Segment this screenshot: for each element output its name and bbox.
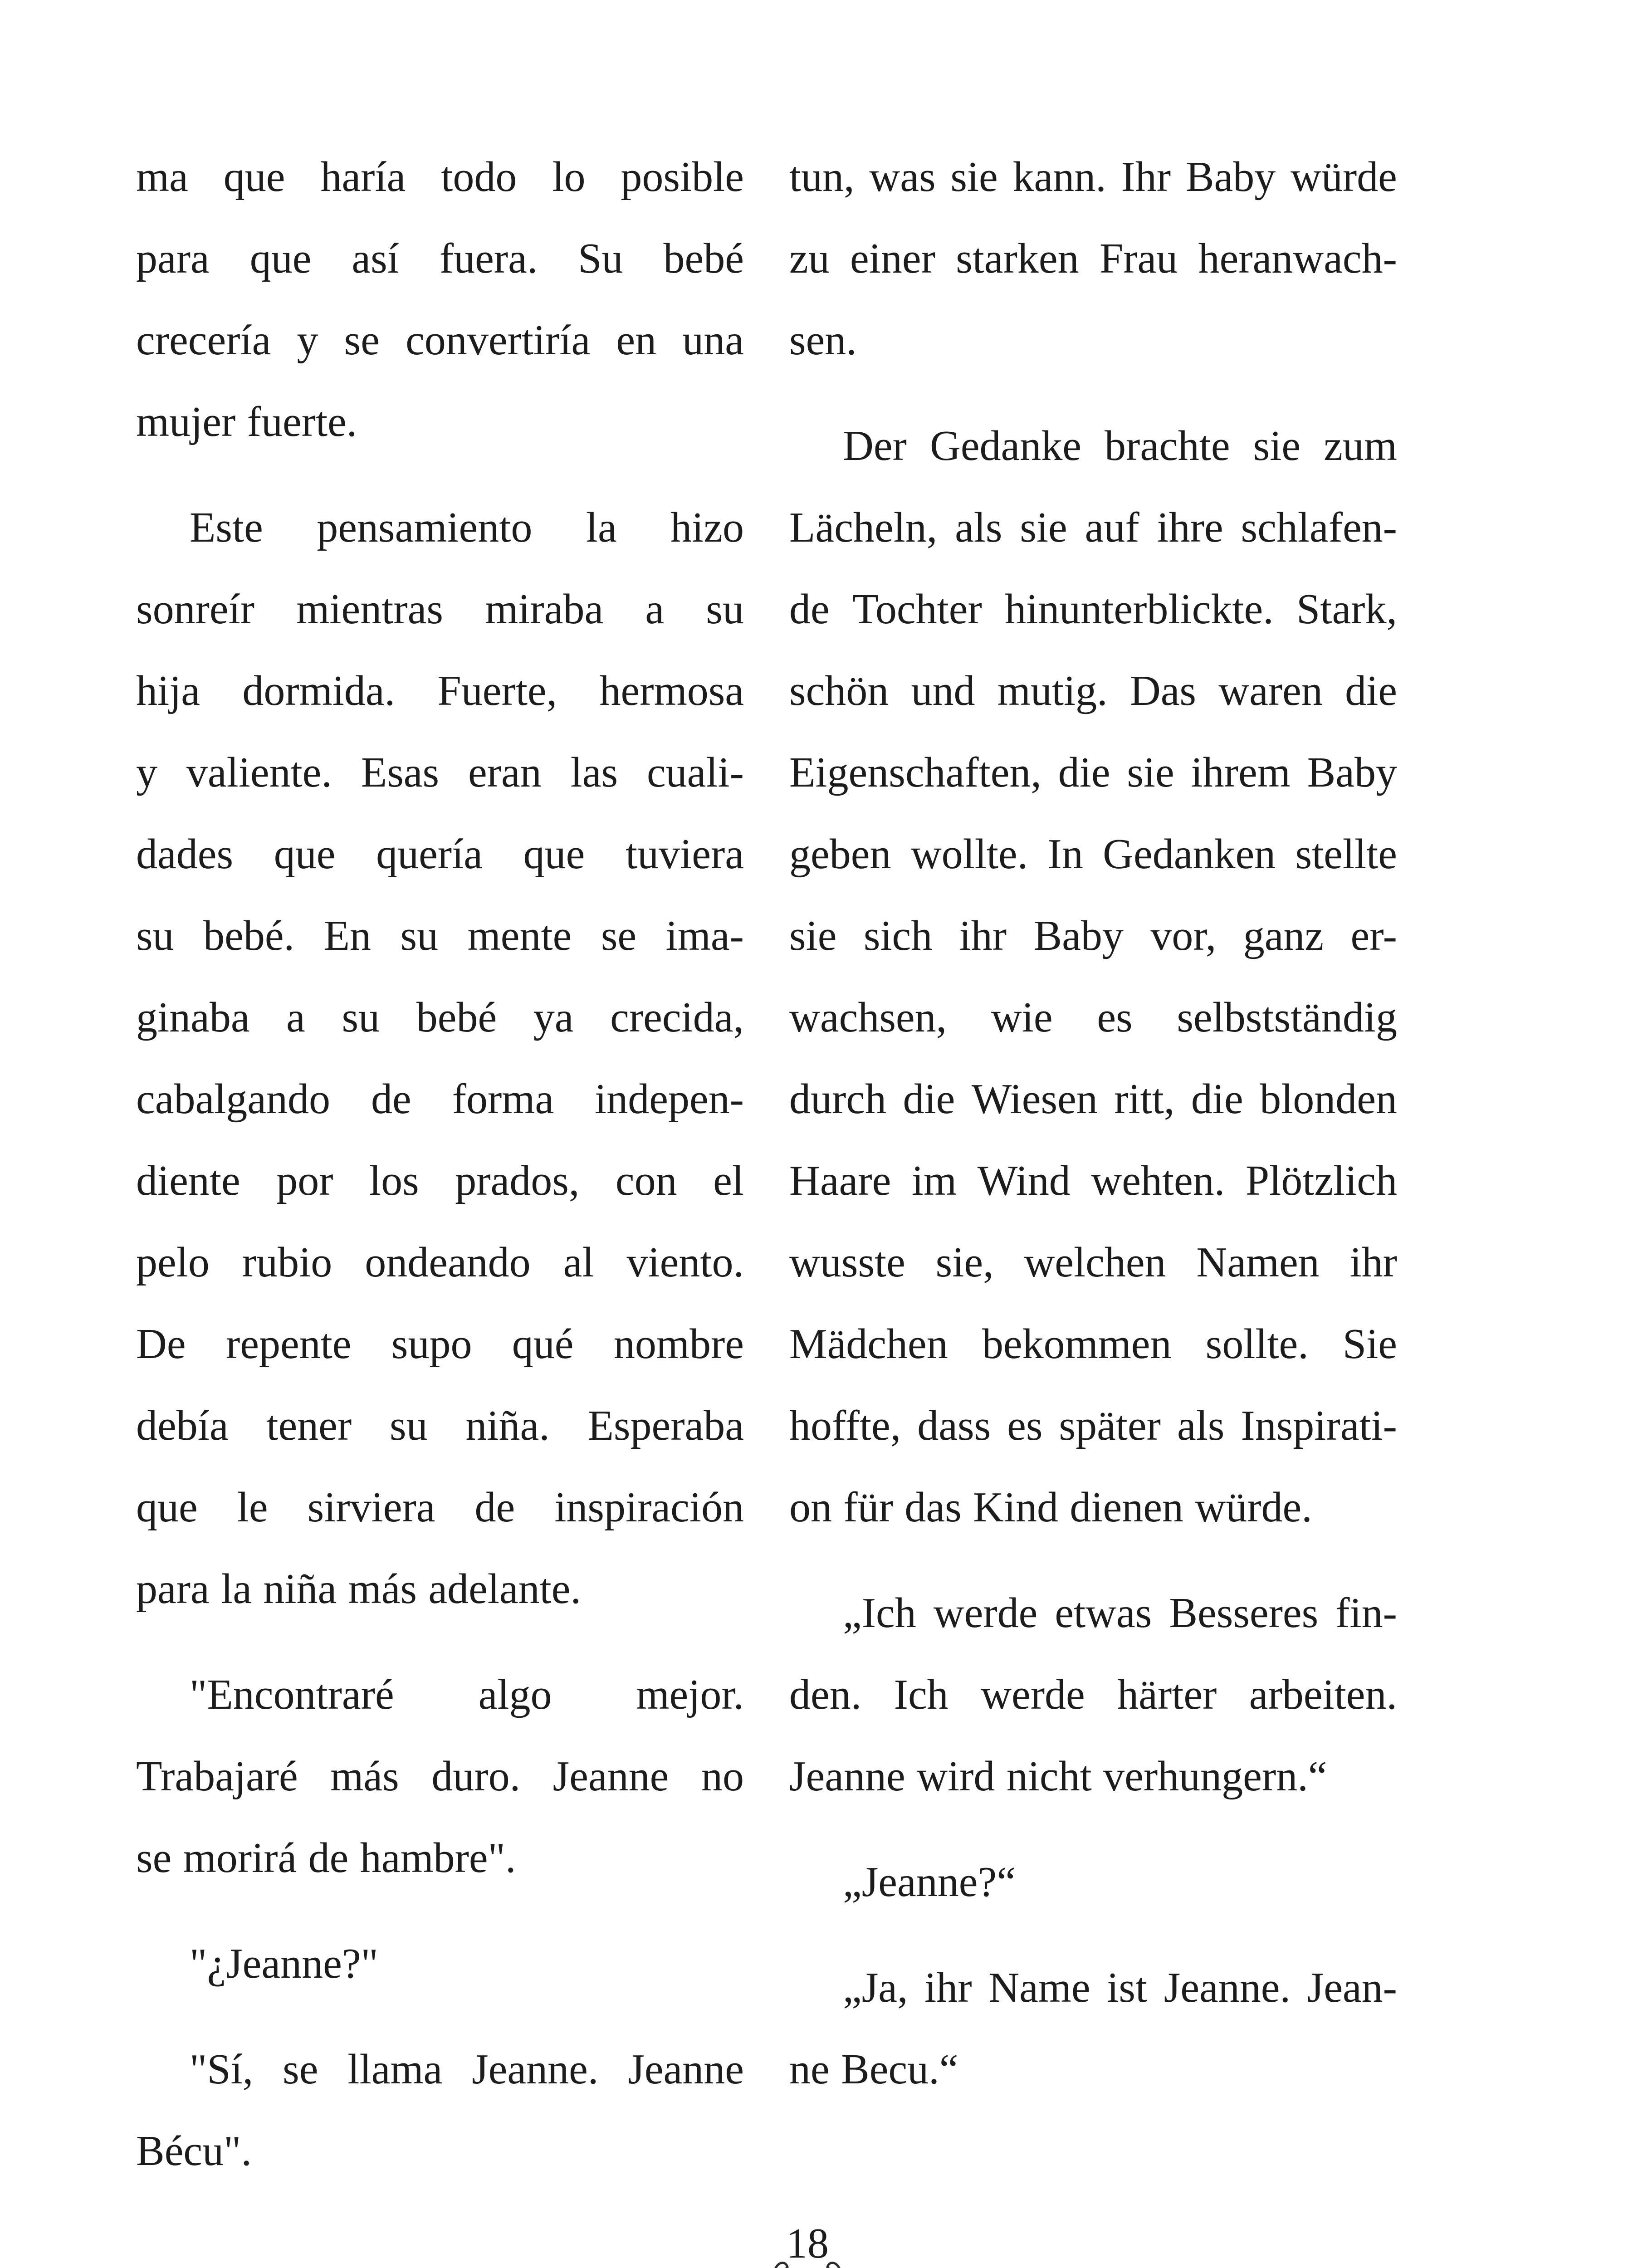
word: para bbox=[136, 235, 210, 282]
word: hermosa bbox=[599, 667, 744, 714]
word: su bbox=[136, 912, 174, 959]
text-line bbox=[789, 1385, 1397, 1466]
word: más bbox=[348, 1565, 417, 1613]
word: Stark, bbox=[1296, 586, 1397, 633]
word: zu bbox=[789, 235, 830, 282]
word: de bbox=[371, 1075, 411, 1123]
word: etwas bbox=[1055, 1589, 1152, 1637]
word: Haare bbox=[789, 1157, 891, 1204]
word: Bécu". bbox=[136, 2127, 252, 2175]
word: más bbox=[330, 1753, 399, 1800]
word: Baby bbox=[1185, 153, 1276, 200]
word: no bbox=[701, 1753, 744, 1800]
word: heranwach- bbox=[1198, 235, 1397, 282]
text-line bbox=[136, 1222, 744, 1303]
word: starken bbox=[956, 235, 1079, 282]
word: para bbox=[136, 1565, 210, 1613]
word: ginaba bbox=[136, 994, 250, 1041]
text-line bbox=[789, 299, 1397, 381]
word: sie bbox=[950, 153, 998, 200]
word: la bbox=[221, 1565, 252, 1613]
word: mejor. bbox=[636, 1671, 744, 1718]
word: als bbox=[955, 504, 1002, 551]
word: su bbox=[400, 912, 439, 959]
text-line bbox=[136, 568, 744, 650]
word: brachte bbox=[1105, 422, 1230, 469]
word: sen. bbox=[789, 317, 857, 364]
paragraph bbox=[136, 1923, 744, 2004]
word: wusste bbox=[789, 1239, 905, 1286]
word: selbstständig bbox=[1177, 994, 1397, 1041]
word: wird bbox=[917, 1753, 995, 1800]
word: adelante. bbox=[428, 1565, 581, 1613]
text-line bbox=[136, 895, 744, 977]
word: on bbox=[789, 1484, 832, 1531]
text-line bbox=[789, 1140, 1397, 1222]
text-line bbox=[789, 568, 1397, 650]
word: viento. bbox=[626, 1239, 744, 1286]
text-line bbox=[136, 813, 744, 895]
text-line bbox=[136, 2028, 744, 2110]
word: später bbox=[1059, 1402, 1161, 1449]
text-line bbox=[136, 1385, 744, 1466]
text-line bbox=[789, 1654, 1397, 1735]
word: Lächeln, bbox=[789, 504, 938, 551]
text-line bbox=[136, 1058, 744, 1140]
word: Baby bbox=[1307, 749, 1397, 796]
paragraph bbox=[789, 1841, 1397, 1923]
word: Kind bbox=[973, 1484, 1059, 1531]
word: für bbox=[843, 1484, 893, 1531]
word: sie bbox=[1020, 504, 1067, 551]
word: bebé. bbox=[203, 912, 295, 959]
word: sich bbox=[863, 912, 933, 959]
word: mutig. bbox=[997, 667, 1108, 714]
word: hambre". bbox=[360, 1834, 516, 1882]
word: ihr bbox=[959, 912, 1007, 959]
word: haría bbox=[320, 153, 406, 200]
word: quería bbox=[376, 831, 483, 878]
paragraph bbox=[136, 136, 744, 463]
text-line bbox=[789, 1735, 1397, 1817]
word: debía bbox=[136, 1402, 229, 1449]
word: forma bbox=[452, 1075, 554, 1123]
word: hija bbox=[136, 667, 200, 714]
word: a bbox=[286, 994, 305, 1041]
word: su bbox=[706, 586, 744, 633]
text-line bbox=[789, 405, 1397, 487]
word: Mädchen bbox=[789, 1320, 948, 1368]
word: Esas bbox=[361, 749, 440, 796]
word: qué bbox=[512, 1320, 574, 1368]
word: Jeanne bbox=[789, 1753, 905, 1800]
word: Sie bbox=[1342, 1320, 1397, 1368]
text-line bbox=[136, 1654, 744, 1735]
text-line bbox=[789, 650, 1397, 732]
word: „Jeanne?“ bbox=[843, 1858, 1016, 1906]
word: duro. bbox=[431, 1753, 521, 1800]
word: Das bbox=[1129, 667, 1197, 714]
word: Jeanne bbox=[552, 1753, 669, 1800]
word: se bbox=[344, 317, 380, 364]
word: schlafen- bbox=[1241, 504, 1397, 551]
word: se bbox=[283, 2046, 318, 2093]
text-line bbox=[136, 1923, 744, 2004]
word: ist bbox=[1107, 1964, 1148, 2011]
word: de bbox=[789, 586, 830, 633]
text-line bbox=[789, 732, 1397, 813]
word: Frau bbox=[1099, 235, 1178, 282]
word: eran bbox=[468, 749, 542, 796]
word: bekommen bbox=[982, 1320, 1172, 1368]
word: indepen- bbox=[595, 1075, 744, 1123]
word: blonden bbox=[1260, 1075, 1397, 1123]
word: Wind bbox=[977, 1157, 1071, 1204]
word: se bbox=[136, 1834, 172, 1882]
word: bebé bbox=[416, 994, 497, 1041]
word: mientras bbox=[296, 586, 443, 633]
word: convertiría bbox=[406, 317, 591, 364]
word: Ich bbox=[894, 1671, 949, 1718]
word: ritt, bbox=[1114, 1075, 1175, 1123]
right-column-german bbox=[789, 136, 1397, 2134]
text-line bbox=[789, 1466, 1397, 1548]
word: prados, bbox=[455, 1157, 580, 1204]
word: durch bbox=[789, 1075, 887, 1123]
page-footer bbox=[721, 2218, 894, 2268]
word: crecería bbox=[136, 317, 271, 364]
word: kann. bbox=[1012, 153, 1106, 200]
word: pelo bbox=[136, 1239, 210, 1286]
word: el bbox=[713, 1157, 744, 1204]
word: diente bbox=[136, 1157, 240, 1204]
word: Wiesen bbox=[971, 1075, 1098, 1123]
text-line bbox=[789, 1947, 1397, 2028]
word: werde bbox=[981, 1671, 1085, 1718]
word: mujer bbox=[136, 398, 236, 445]
word: Der bbox=[843, 422, 907, 469]
word: „Ich bbox=[843, 1589, 916, 1637]
word: sie bbox=[1253, 422, 1301, 469]
word: was bbox=[869, 153, 936, 200]
word: fuerte. bbox=[247, 398, 357, 445]
word: Inspirati- bbox=[1241, 1402, 1397, 1449]
word: sie bbox=[789, 912, 837, 959]
paragraph bbox=[789, 405, 1397, 1548]
text-line bbox=[136, 1303, 744, 1385]
word: así bbox=[352, 235, 399, 282]
word: In bbox=[1047, 831, 1083, 878]
word: schön bbox=[789, 667, 889, 714]
text-line bbox=[136, 487, 744, 568]
word: ihre bbox=[1157, 504, 1223, 551]
word: sonreír bbox=[136, 586, 255, 633]
word: wollte. bbox=[910, 831, 1028, 878]
word: Jeanne. bbox=[1164, 1964, 1291, 2011]
word: nicht bbox=[1006, 1753, 1092, 1800]
word: sollte. bbox=[1205, 1320, 1309, 1368]
text-line bbox=[789, 895, 1397, 977]
word: Jeanne bbox=[628, 2046, 744, 2093]
word: dass bbox=[917, 1402, 991, 1449]
word: hinunterblickte. bbox=[1005, 586, 1274, 633]
word: valiente. bbox=[186, 749, 332, 796]
word: waren bbox=[1218, 667, 1323, 714]
word: supo bbox=[391, 1320, 472, 1368]
word: sirviera bbox=[307, 1484, 435, 1531]
word: ihr bbox=[924, 1964, 972, 2011]
word: dades bbox=[136, 831, 234, 878]
word: bebé bbox=[663, 235, 744, 282]
word: niña bbox=[263, 1565, 337, 1613]
word: las bbox=[570, 749, 618, 796]
word: De bbox=[136, 1320, 186, 1368]
text-line bbox=[789, 218, 1397, 299]
word: lo bbox=[552, 153, 586, 200]
word: Este bbox=[190, 504, 263, 551]
word: ganz bbox=[1243, 912, 1324, 959]
word: die bbox=[1345, 667, 1397, 714]
word: tener bbox=[266, 1402, 352, 1449]
text-line bbox=[136, 1817, 744, 1899]
word: todo bbox=[441, 153, 517, 200]
paragraph bbox=[136, 2028, 744, 2192]
word: "Encontraré bbox=[190, 1671, 394, 1718]
word: En bbox=[323, 912, 371, 959]
word: tuviera bbox=[626, 831, 744, 878]
word: una bbox=[682, 317, 744, 364]
text-line bbox=[136, 1735, 744, 1817]
word: nombre bbox=[613, 1320, 744, 1368]
word: que bbox=[223, 153, 285, 200]
word: y bbox=[136, 749, 157, 796]
word: "¿Jeanne?" bbox=[190, 1940, 378, 1987]
word: de bbox=[474, 1484, 515, 1531]
word: verhungern.“ bbox=[1103, 1753, 1327, 1800]
word: Besseres bbox=[1169, 1589, 1319, 1637]
text-line bbox=[136, 136, 744, 218]
word: welchen bbox=[1024, 1239, 1166, 1286]
word: crecida, bbox=[610, 994, 744, 1041]
word: Fuerte, bbox=[437, 667, 557, 714]
word: ihrem bbox=[1191, 749, 1291, 796]
word: würde bbox=[1291, 153, 1397, 200]
word: Su bbox=[578, 235, 623, 282]
text-line bbox=[789, 1572, 1397, 1654]
word: hizo bbox=[670, 504, 744, 551]
paragraph bbox=[789, 1572, 1397, 1817]
word: härter bbox=[1117, 1671, 1217, 1718]
text-line bbox=[789, 136, 1397, 218]
word: wachsen, bbox=[789, 994, 947, 1041]
word: Namen bbox=[1196, 1239, 1320, 1286]
word: Jeanne. bbox=[472, 2046, 599, 2093]
word: er- bbox=[1350, 912, 1397, 959]
word: a bbox=[645, 586, 665, 633]
word: inspiración bbox=[554, 1484, 744, 1531]
word: ondeando bbox=[365, 1239, 531, 1286]
word: sie, bbox=[935, 1239, 994, 1286]
word: se bbox=[601, 912, 637, 959]
word: Ihr bbox=[1121, 153, 1171, 200]
text-line bbox=[789, 1841, 1397, 1923]
word: los bbox=[369, 1157, 419, 1204]
word: Eigenschaften, bbox=[789, 749, 1041, 796]
word: Baby bbox=[1033, 912, 1124, 959]
word: vor, bbox=[1150, 912, 1217, 959]
word: als bbox=[1177, 1402, 1225, 1449]
text-line bbox=[789, 487, 1397, 568]
word: ihr bbox=[1349, 1239, 1397, 1286]
text-line bbox=[789, 1303, 1397, 1385]
paragraph bbox=[789, 1947, 1397, 2110]
word: „Ja, bbox=[843, 1964, 908, 2011]
text-line bbox=[789, 2028, 1397, 2110]
word: würde. bbox=[1195, 1484, 1312, 1531]
page-number: 18 bbox=[786, 2220, 829, 2267]
word: que bbox=[136, 1484, 198, 1531]
text-line bbox=[789, 813, 1397, 895]
word: wehten. bbox=[1091, 1157, 1225, 1204]
word: das bbox=[905, 1484, 962, 1531]
word: fin- bbox=[1335, 1589, 1397, 1637]
word: hoffte, bbox=[789, 1402, 901, 1449]
text-line bbox=[136, 650, 744, 732]
text-line bbox=[136, 732, 744, 813]
word: die bbox=[1058, 749, 1110, 796]
word: wie bbox=[991, 994, 1053, 1041]
word: de bbox=[308, 1834, 349, 1882]
word: Trabajaré bbox=[136, 1753, 298, 1800]
word: geben bbox=[789, 831, 891, 878]
word: tun, bbox=[789, 153, 855, 200]
word: repente bbox=[225, 1320, 352, 1368]
word: por bbox=[276, 1157, 333, 1204]
word: stellte bbox=[1295, 831, 1397, 878]
word: pensamiento bbox=[317, 504, 533, 551]
paragraph bbox=[789, 136, 1397, 381]
word: dienen bbox=[1070, 1484, 1183, 1531]
text-line bbox=[136, 1140, 744, 1222]
word: al bbox=[563, 1239, 594, 1286]
word: es bbox=[1097, 994, 1133, 1041]
word: cuali- bbox=[646, 749, 744, 796]
text-line bbox=[136, 218, 744, 299]
word: im bbox=[911, 1157, 957, 1204]
word: den. bbox=[789, 1671, 862, 1718]
word: werde bbox=[933, 1589, 1038, 1637]
word: miraba bbox=[485, 586, 604, 633]
word: Plötzlich bbox=[1245, 1157, 1397, 1204]
word: le bbox=[237, 1484, 268, 1531]
word: und bbox=[911, 667, 975, 714]
word: niña. bbox=[465, 1402, 550, 1449]
word: zum bbox=[1324, 422, 1397, 469]
word: auf bbox=[1085, 504, 1139, 551]
word: es bbox=[1007, 1402, 1043, 1449]
word: Gedanke bbox=[929, 422, 1082, 469]
text-line bbox=[136, 1466, 744, 1548]
word: fuera. bbox=[439, 235, 538, 282]
word: ma bbox=[136, 153, 188, 200]
word: que bbox=[249, 235, 312, 282]
word: posible bbox=[621, 153, 744, 200]
word: Becu.“ bbox=[841, 2046, 958, 2093]
word: dormida. bbox=[242, 667, 396, 714]
text-line bbox=[136, 381, 744, 463]
word: Name bbox=[988, 1964, 1090, 2011]
word: que bbox=[523, 831, 585, 878]
text-line bbox=[136, 299, 744, 381]
text-line bbox=[136, 2110, 744, 2192]
word: mente bbox=[467, 912, 572, 959]
word: la bbox=[586, 504, 617, 551]
paragraph bbox=[136, 1654, 744, 1899]
word: morirá bbox=[183, 1834, 297, 1882]
left-column-spanish bbox=[136, 136, 744, 2216]
word: ya bbox=[533, 994, 574, 1041]
word: Tochter bbox=[852, 586, 982, 633]
word: Jean- bbox=[1307, 1964, 1397, 2011]
word: Esperaba bbox=[587, 1402, 744, 1449]
word: "Sí, bbox=[190, 2046, 254, 2093]
word: en bbox=[616, 317, 657, 364]
word: algo bbox=[478, 1671, 552, 1718]
text-line bbox=[789, 977, 1397, 1058]
word: ne bbox=[789, 2046, 830, 2093]
word: cabalgando bbox=[136, 1075, 331, 1123]
paragraph bbox=[136, 487, 744, 1630]
word: llama bbox=[347, 2046, 443, 2093]
text-line bbox=[789, 1222, 1397, 1303]
word: einer bbox=[850, 235, 935, 282]
text-line bbox=[789, 1058, 1397, 1140]
word: rubio bbox=[242, 1239, 332, 1286]
word: die bbox=[1191, 1075, 1243, 1123]
word: su bbox=[390, 1402, 428, 1449]
word: arbeiten. bbox=[1249, 1671, 1397, 1718]
word: Gedanken bbox=[1103, 831, 1276, 878]
word: die bbox=[903, 1075, 955, 1123]
word: su bbox=[342, 994, 380, 1041]
text-line bbox=[136, 1548, 744, 1630]
word: con bbox=[615, 1157, 677, 1204]
text-line bbox=[136, 977, 744, 1058]
word: sie bbox=[1127, 749, 1174, 796]
word: y bbox=[297, 317, 318, 364]
word: que bbox=[274, 831, 336, 878]
word: ima- bbox=[665, 912, 744, 959]
